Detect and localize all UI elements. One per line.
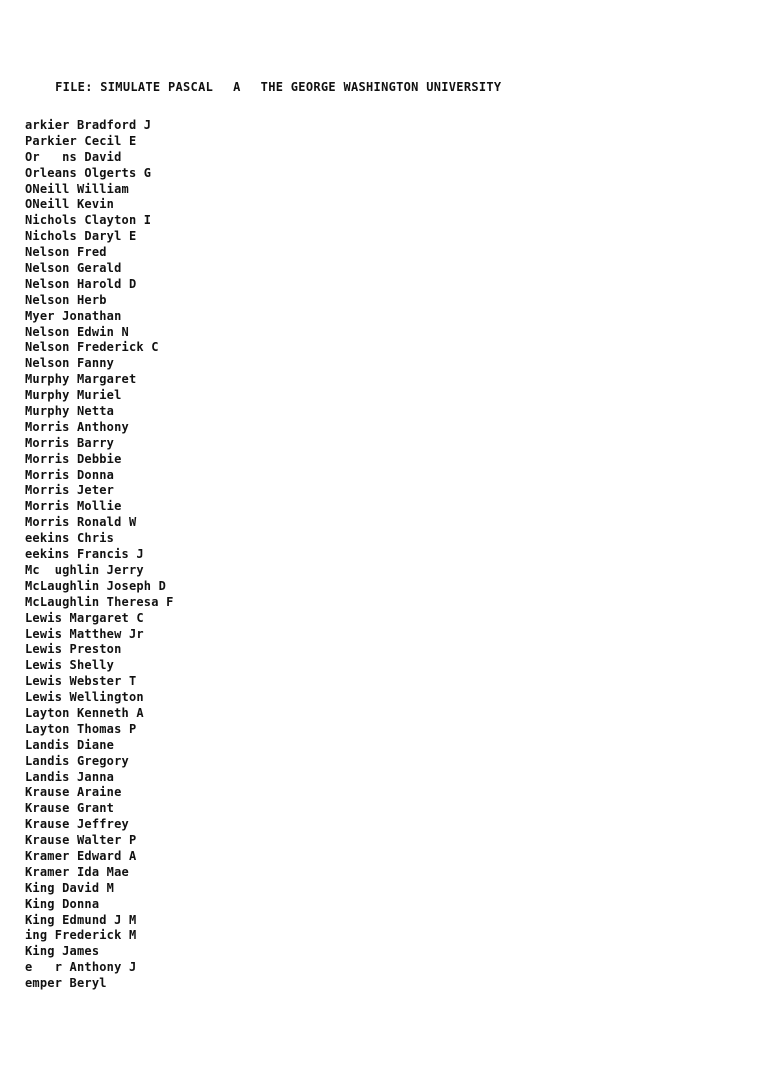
list-item: Nelson Fanny [25, 356, 115, 371]
list-item: Murphy Netta [25, 404, 115, 419]
list-item: Kramer Ida Mae [25, 864, 129, 879]
list-item: e r Anthony J [25, 960, 137, 975]
list-item: Myer Jonathan [25, 308, 122, 323]
list-item: Nelson Frederick C [25, 340, 159, 355]
list-item: Morris Jeter [25, 483, 115, 498]
list-item: McLaughlin Joseph D [25, 578, 167, 593]
list-item: Lewis Webster T [25, 674, 137, 689]
list-item: eekins Chris [25, 531, 115, 546]
list-item: Morris Ronald W [25, 515, 137, 530]
list-item: King Edmund J M [25, 912, 137, 927]
list-item: Krause Grant [25, 801, 115, 816]
list-item: arkier Bradford J [25, 118, 152, 132]
list-item: eekins Francis J [25, 547, 144, 562]
list-item: ing Frederick M [25, 928, 137, 943]
list-item: Nelson Herb [25, 292, 107, 307]
list-item: Or ns David [25, 149, 122, 164]
list-item: Morris Donna [25, 467, 115, 482]
list-item: Lewis Wellington [25, 690, 144, 705]
list-item: King David M [25, 880, 115, 895]
list-item: Nelson Fred [25, 245, 107, 260]
list-item: Krause Araine [25, 785, 122, 800]
list-item: Nichols Clayton I [25, 213, 152, 228]
file-label: FILE: SIMULATE PASCAL [55, 80, 214, 94]
list-item: Layton Kenneth A [25, 705, 144, 720]
list-item: Kramer Edward A [25, 848, 137, 863]
list-item: Parkier Cecil E [25, 133, 137, 148]
list-item: Nichols Daryl E [25, 229, 137, 244]
list-item: King Donna [25, 896, 100, 911]
file-mode: A [233, 80, 241, 94]
page-header [25, 66, 501, 108]
list-item: Landis Gregory [25, 753, 129, 768]
list-item: Lewis Preston [25, 642, 122, 657]
list-item: Morris Anthony [25, 419, 129, 434]
list-item: Nelson Edwin N [25, 324, 129, 339]
list-item: Murphy Muriel [25, 388, 122, 403]
list-item: Mc ughlin Jerry [25, 562, 144, 577]
list-item: McLaughlin Theresa F [25, 594, 174, 609]
list-item: Nelson Harold D [25, 276, 137, 291]
list-item: Lewis Matthew Jr [25, 626, 144, 641]
list-item: King James [25, 944, 100, 959]
list-item: Landis Janna [25, 769, 115, 784]
list-item: ONeill William [25, 181, 129, 196]
list-item: Lewis Shelly [25, 658, 115, 673]
list-item: Lewis Margaret C [25, 610, 144, 625]
list-item: Morris Mollie [25, 499, 122, 514]
list-item: Layton Thomas P [25, 721, 137, 736]
list-item: Nelson Gerald [25, 261, 122, 276]
list-item: Krause Jeffrey [25, 817, 129, 832]
list-item: Orleans Olgerts G [25, 165, 152, 180]
list-item: Murphy Margaret [25, 372, 137, 387]
institution-name: THE GEORGE WASHINGTON UNIVERSITY [260, 80, 502, 94]
list-item: emper Beryl [25, 976, 107, 991]
list-item: Morris Debbie [25, 451, 122, 466]
list-item: Krause Walter P [25, 833, 137, 848]
list-item: ONeill Kevin [25, 197, 115, 212]
name-list [25, 118, 174, 992]
list-item: Morris Barry [25, 435, 115, 450]
list-item: Landis Diane [25, 737, 115, 752]
